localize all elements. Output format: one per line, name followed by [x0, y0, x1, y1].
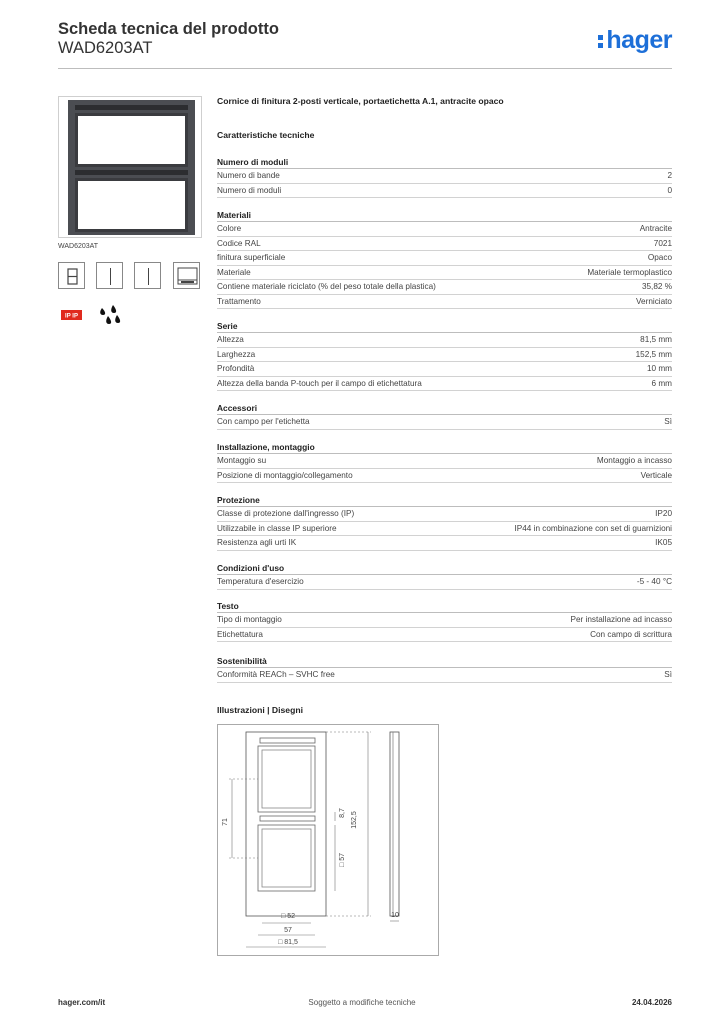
label-holder-icon [173, 262, 200, 289]
ip-rating-icon [58, 302, 85, 329]
dim-152-5: 152,5 [351, 811, 358, 829]
drawing-svg [218, 725, 438, 955]
spec-row: Altezza della banda P-touch per il campo di etichettatura 6 mm [217, 377, 672, 392]
spec-row: Trattamento Verniciato [217, 295, 672, 310]
hager-logo [598, 26, 672, 55]
logo-dots-icon [598, 32, 604, 51]
section-title: Numero di moduli [217, 156, 672, 169]
spec-row: Con campo per l'etichetta Sì [217, 415, 672, 430]
section-materiali [217, 209, 672, 309]
spec-row: Altezza 81,5 mm [217, 333, 672, 348]
spec-row: Utilizzabile in classe IP superiore IP44 in combinazione con set di guarnizioni [217, 522, 672, 537]
product-code: WAD6203AT [58, 39, 153, 57]
dim-81-5: □ 81,5 [278, 939, 298, 946]
line-icon [96, 262, 123, 289]
section-accessori [217, 402, 672, 430]
frame-illustration [68, 100, 195, 235]
header-divider [58, 68, 672, 69]
section-title: Sostenibilità [217, 655, 672, 668]
illustrations-heading: Illustrazioni | Disegni [217, 705, 303, 715]
spec-row: Classe di protezione dall'ingresso (IP) IP20 [217, 507, 672, 522]
dim-57-horizontal: 57 [284, 927, 292, 934]
frame-opening-bottom [75, 178, 188, 232]
product-image [58, 96, 202, 238]
spec-row: Conformità REACh – SVHC free Sì [217, 668, 672, 683]
section-title: Protezione [217, 494, 672, 507]
technical-drawing [217, 724, 439, 956]
section-sostenibilita [217, 655, 672, 683]
dim-52: □ 52 [281, 913, 295, 920]
svg-text:IP IP: IP IP [65, 313, 78, 320]
section-title: Accessori [217, 402, 672, 415]
frame-opening-top [75, 113, 188, 167]
spec-row: Colore Antracite [217, 222, 672, 237]
footer-website[interactable]: hager.com/it [58, 998, 106, 1007]
spec-row: Contiene materiale riciclato (% del peso totale della plastica) 35,82 % [217, 280, 672, 295]
photo-caption: WAD6203AT [58, 243, 99, 250]
spec-row: Tipo di montaggio Per installazione ad incasso [217, 613, 672, 628]
spec-row: Temperatura d'esercizio -5 - 40 °C [217, 575, 672, 590]
water-drops-icon [96, 302, 123, 329]
spec-row: Larghezza 152,5 mm [217, 348, 672, 363]
footer-note: Soggetto a modifiche tecniche [308, 998, 416, 1007]
logo-text: hager [606, 26, 672, 54]
section-serie [217, 320, 672, 391]
page-title: Scheda tecnica del prodotto [58, 20, 279, 38]
dim-8-7: 8,7 [339, 808, 346, 818]
line-icon [134, 262, 161, 289]
section-title: Condizioni d'uso [217, 562, 672, 575]
spec-row: finitura superficiale Opaco [217, 251, 672, 266]
section-title: Serie [217, 320, 672, 333]
spec-row: Materiale Materiale termoplastico [217, 266, 672, 281]
label-slot-top [75, 105, 188, 110]
spec-row: Profondità 10 mm [217, 362, 672, 377]
dim-57-vertical: □ 57 [339, 853, 346, 867]
tech-specs-heading: Caratteristiche tecniche [217, 130, 315, 140]
section-protezione [217, 494, 672, 551]
section-title: Installazione, montaggio [217, 441, 672, 454]
product-description: Cornice di finitura 2-posti verticale, portaetichetta A.1, antracite opaco [217, 96, 504, 106]
section-installazione [217, 441, 672, 483]
section-testo [217, 600, 672, 642]
dim-10: 10 [391, 912, 399, 919]
label-slot-bottom [75, 170, 188, 175]
spec-row: Montaggio su Montaggio a incasso [217, 454, 672, 469]
section-title: Testo [217, 600, 672, 613]
spec-row: Resistenza agli urti IK IK05 [217, 536, 672, 551]
module-grid-icon [58, 262, 85, 289]
section-title: Materiali [217, 209, 672, 222]
section-numero-moduli [217, 156, 672, 198]
spec-row: Codice RAL 7021 [217, 237, 672, 252]
spec-row: Numero di moduli 0 [217, 184, 672, 199]
spec-row: Numero di bande 2 [217, 169, 672, 184]
spec-row: Etichettatura Con campo di scrittura [217, 628, 672, 643]
spec-row: Posizione di montaggio/collegamento Verticale [217, 469, 672, 484]
dim-71: 71 [222, 818, 229, 826]
section-condizioni-uso [217, 562, 672, 590]
footer-date: 24.04.2026 [631, 998, 672, 1007]
